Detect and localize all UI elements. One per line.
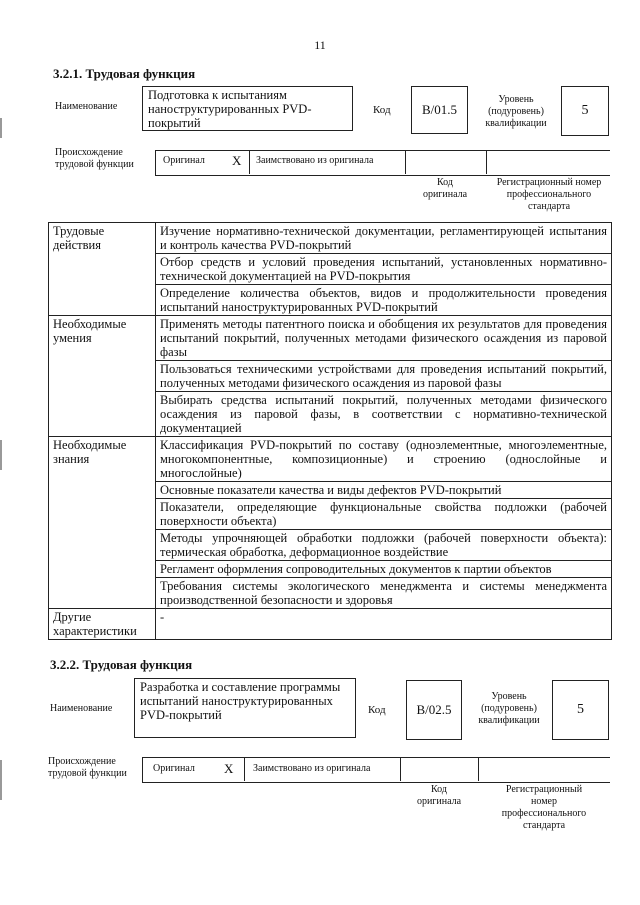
code-label: Код bbox=[368, 704, 386, 716]
table-cell: Выбирать средства испытаний покрытий, полученных методами физического осаждения из паровой фазы, в соответствии с нормативно-технической документацией bbox=[156, 392, 612, 437]
level-value: 5 bbox=[581, 103, 589, 118]
row-label: Другие характеристики bbox=[49, 609, 156, 640]
origin-check-mark: X bbox=[224, 761, 234, 776]
table-cell: Регламент оформления сопроводительных документов к партии объектов bbox=[156, 561, 612, 578]
table-cell: Основные показатели качества и виды дефектов PVD-покрытий bbox=[156, 482, 612, 499]
origin-row bbox=[142, 757, 610, 783]
origin-check-mark: X bbox=[232, 153, 242, 168]
level-value-box bbox=[561, 86, 609, 136]
table-row bbox=[49, 437, 612, 482]
table-cell: - bbox=[156, 609, 612, 640]
level-label: Уровень (подуровень) квалификации bbox=[485, 94, 547, 129]
table-cell: Методы упрочняющей обработки подложки (рабочей поверхности объекта): термическая обработка, деформационное воздействие bbox=[156, 530, 612, 561]
origin-divider bbox=[249, 150, 250, 174]
origin-divider bbox=[155, 150, 156, 176]
borrowed-option: Заимствовано из оригинала bbox=[253, 763, 371, 774]
scan-mark bbox=[0, 118, 2, 138]
labor-function-table bbox=[48, 222, 612, 640]
reg-number-caption: Регистрационный номер профессионального стандарта bbox=[496, 177, 602, 212]
code-value-box bbox=[411, 86, 468, 134]
code-original-caption: Код оригинала bbox=[422, 177, 468, 200]
origin-divider bbox=[478, 757, 479, 781]
table-row bbox=[49, 316, 612, 361]
table-row bbox=[49, 609, 612, 640]
table-row bbox=[49, 223, 612, 254]
table-cell: Определение количества объектов, видов и продолжительности проведения испытаний наноструктурированных PVD-покрытий bbox=[156, 285, 612, 316]
reg-number-caption: Регистрационный номер профессионального стандарта bbox=[501, 784, 587, 831]
origin-row bbox=[155, 150, 610, 176]
row-label: Трудовые действия bbox=[49, 223, 156, 316]
scan-mark bbox=[0, 440, 2, 470]
page-number: 11 bbox=[314, 38, 326, 52]
origin-divider bbox=[405, 150, 406, 174]
level-label: Уровень (подуровень) квалификации bbox=[478, 691, 540, 726]
borrowed-option: Заимствовано из оригинала bbox=[256, 155, 374, 166]
code-label: Код bbox=[373, 104, 391, 116]
table-cell: Пользоваться техническими устройствами для проведения испытаний покрытий, полученных методами физического осаждения из паровой фазы bbox=[156, 361, 612, 392]
origin-option: Оригинал bbox=[153, 763, 195, 774]
origin-divider bbox=[400, 757, 401, 781]
name-value-box bbox=[142, 86, 353, 131]
section-title: 3.2.2. Трудовая функция bbox=[50, 657, 193, 672]
name-value: Подготовка к испытаниям наноструктурированных PVD-покрытий bbox=[148, 88, 312, 130]
level-value-box bbox=[552, 680, 609, 740]
origin-divider bbox=[244, 757, 245, 781]
scan-mark bbox=[0, 760, 2, 800]
origin-divider bbox=[486, 150, 487, 174]
origin-option: Оригинал bbox=[163, 155, 205, 166]
name-label: Наименование bbox=[50, 703, 113, 714]
code-value: B/02.5 bbox=[416, 702, 452, 717]
section-title: 3.2.1. Трудовая функция bbox=[53, 66, 196, 81]
table-cell: Требования системы экологического менеджмента и системы менеджмента производственной безопасности и здоровья bbox=[156, 578, 612, 609]
table-cell: Применять методы патентного поиска и обобщения их результатов для проведения испытаний покрытий, полученных методами физического осаждения из паровой фазы bbox=[156, 316, 612, 361]
name-value: Разработка и составление программы испытаний наноструктурированных PVD-покрытий bbox=[140, 680, 341, 722]
origin-label: Происхождение трудовой функции bbox=[55, 147, 134, 170]
code-original-caption: Код оригинала bbox=[416, 784, 462, 807]
origin-divider bbox=[142, 757, 143, 783]
table-cell: Показатели, определяющие функциональные свойства подложки (рабочей поверхности объекта) bbox=[156, 499, 612, 530]
name-label: Наименование bbox=[55, 101, 118, 112]
table-cell: Изучение нормативно-технической документации, регламентирующей испытания и контроль качества PVD-покрытий bbox=[156, 223, 612, 254]
level-value: 5 bbox=[577, 702, 584, 717]
table-cell: Отбор средств и условий проведения испытаний, установленных нормативно-технической документацией на PVD-покрытия bbox=[156, 254, 612, 285]
table-cell: Классификация PVD-покрытий по составу (одноэлементные, многоэлементные, многокомпонентные, композиционные) и строению (однослойные и многослойные) bbox=[156, 437, 612, 482]
name-value-box bbox=[134, 678, 356, 738]
code-value: B/01.5 bbox=[421, 102, 458, 117]
code-value-box bbox=[406, 680, 462, 740]
row-label: Необходимые знания bbox=[49, 437, 156, 609]
origin-label: Происхождение трудовой функции bbox=[48, 756, 127, 779]
row-label: Необходимые умения bbox=[49, 316, 156, 437]
